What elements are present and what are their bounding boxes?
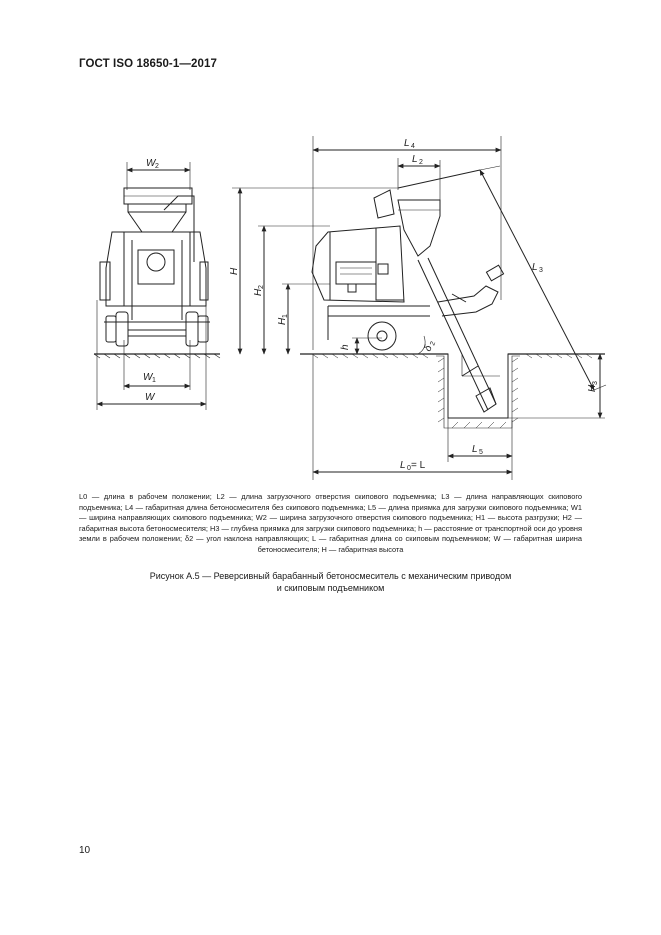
- side-view: [232, 136, 606, 480]
- svg-text:4: 4: [411, 143, 415, 150]
- svg-text:2: 2: [258, 285, 265, 289]
- svg-text:L: L: [400, 460, 406, 471]
- svg-text:L: L: [532, 262, 538, 273]
- svg-text:= L: = L: [411, 460, 426, 471]
- figure-legend: L0 — длина в рабочем положении; L2 — длина загрузочного отверстия скипового подъемника; L3 — длина направляющих скипового подъемника; L4 — габаритная длина бетоносмесителя без скипового подъемника; L5 — длина приямка для загрузки скипового подъемника; W1 — ширина направляющих скипового подъемника; W2 — ширина загрузочного отверстия скипового подъемника; H1 — высота разгрузки; H2 — габаритная высота бетоносмесителя; H3 — глубина приямка для загрузки скипового подъемника; h — расстояние от транспортной оси до уровня земли в рабочем положении; δ2 — угол наклона направляющих; L — габаритная длина со скиповым подъемником; W — габаритная ширина бетоносмесителя; H — габаритная высота: [79, 492, 582, 554]
- svg-text:W: W: [146, 158, 156, 169]
- caption-line-2: и скиповым подъемником: [276, 583, 385, 593]
- svg-text:H: H: [277, 317, 288, 325]
- caption-line-1: Рисунок А.5 — Реверсивный барабанный бетоносмеситель с механическим приводом: [149, 571, 512, 581]
- svg-text:H: H: [229, 267, 240, 275]
- svg-text:2: 2: [155, 163, 159, 170]
- svg-text:1: 1: [282, 314, 289, 318]
- front-view-labels: [143, 158, 159, 403]
- svg-text:W: W: [143, 372, 153, 383]
- svg-text:2: 2: [419, 159, 423, 166]
- document-header: ГОСТ ISO 18650-1—2017: [79, 58, 217, 70]
- svg-text:5: 5: [479, 449, 483, 456]
- front-view: [94, 162, 220, 410]
- svg-text:L: L: [404, 138, 410, 149]
- svg-text:1: 1: [152, 377, 156, 384]
- svg-text:h: h: [340, 344, 351, 350]
- svg-text:L: L: [412, 154, 418, 165]
- figure-caption: [79, 570, 582, 594]
- svg-text:2: 2: [429, 340, 438, 347]
- svg-text:L: L: [472, 444, 478, 455]
- page-number: 10: [79, 845, 91, 856]
- svg-text:W: W: [145, 392, 155, 403]
- svg-text:3: 3: [539, 267, 543, 274]
- svg-text:δ: δ: [422, 344, 435, 354]
- svg-text:3: 3: [592, 381, 599, 385]
- svg-text:H: H: [587, 384, 598, 392]
- svg-text:H: H: [253, 288, 264, 296]
- svg-text:0: 0: [407, 465, 411, 472]
